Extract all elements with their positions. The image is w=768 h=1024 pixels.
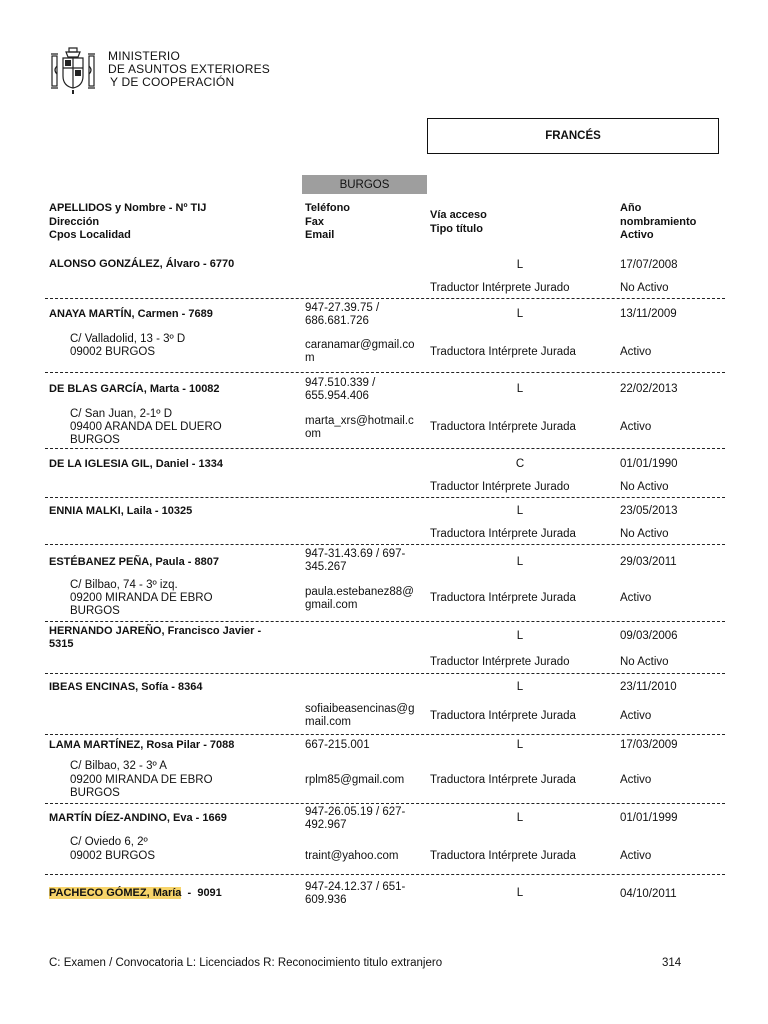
email: om: [305, 428, 321, 440]
appointment-date: 04/10/2011: [620, 888, 677, 900]
phone: 667-215.001: [305, 739, 370, 751]
ministry-line: DE ASUNTOS EXTERIORES: [108, 62, 271, 76]
address: C/ Bilbao, 74 - 3º izq.: [70, 579, 178, 591]
footer-legend: C: Examen / Convocatoria L: Licenciados R: Reconocimiento titulo extranjero: [49, 957, 443, 969]
address: C/ San Juan, 2-1º D: [70, 408, 173, 420]
access-code: L: [516, 505, 524, 517]
access-code: L: [516, 681, 524, 693]
coat-of-arms-icon: [49, 46, 97, 96]
access-code: L: [516, 259, 524, 271]
row-separator: [45, 734, 725, 735]
row-separator: [45, 803, 725, 804]
access-code: L: [516, 630, 524, 642]
phone: 947-26.05.19 / 627-: [305, 806, 406, 818]
translator-number: 5315: [49, 638, 74, 650]
phone: 345.267: [305, 561, 347, 573]
title-type: Traductor Intérprete Jurado: [430, 656, 570, 668]
header-line: nombramiento: [620, 215, 697, 228]
appointment-date: 22/02/2013: [620, 383, 678, 395]
phone: 947.510.339 /: [305, 377, 376, 389]
status: Activo: [620, 774, 652, 786]
translator-name: ANAYA MARTÍN, Carmen - 7689: [49, 308, 213, 320]
address: BURGOS: [70, 787, 120, 799]
row-separator: [45, 497, 725, 498]
ministry-line: Y DE COOPERACIÓN: [110, 75, 235, 89]
header-line: Año: [620, 202, 642, 214]
translator-number: - 9091: [181, 887, 222, 899]
row-separator: [45, 448, 725, 449]
ministry-name: [108, 50, 270, 89]
email: rplm85@gmail.com: [305, 774, 405, 786]
row-separator: [45, 874, 725, 875]
row-separator: [45, 298, 725, 299]
status: Activo: [620, 592, 652, 604]
translator-name: DE BLAS GARCÍA, Marta - 10082: [49, 383, 220, 395]
column-header-contact: [305, 202, 350, 243]
ministry-line: MINISTERIO: [108, 49, 181, 63]
status: Activo: [620, 710, 652, 722]
status: No Activo: [620, 528, 669, 540]
header-line: Tipo título: [430, 222, 483, 235]
header-line: APELLIDOS y Nombre - Nº TIJ: [49, 202, 207, 214]
appointment-date: 17/07/2008: [620, 259, 678, 271]
page-number: 314: [662, 957, 682, 969]
translator-name: HERNANDO JAREÑO, Francisco Javier -: [49, 625, 262, 637]
title-type: Traductora Intérprete Jurada: [430, 774, 576, 786]
access-code: L: [516, 383, 524, 395]
header-line: Teléfono: [305, 202, 351, 214]
address: C/ Valladolid, 13 - 3º D: [70, 333, 186, 345]
phone: 947-31.43.69 / 697-: [305, 548, 406, 560]
email: gmail.com: [305, 599, 358, 611]
email: sofiaibeasencinas@g: [305, 703, 415, 715]
status: Activo: [620, 421, 652, 433]
translator-name: ALONSO GONZÁLEZ, Álvaro - 6770: [49, 258, 235, 270]
phone: 947-27.39.75 /: [305, 302, 380, 314]
column-header-access: [430, 209, 487, 236]
title-type: Traductora Intérprete Jurada: [430, 528, 576, 540]
title-type: Traductora Intérprete Jurada: [430, 592, 576, 604]
translator-name: IBEAS ENCINAS, Sofía - 8364: [49, 681, 203, 693]
status: No Activo: [620, 282, 669, 294]
status: Activo: [620, 850, 652, 862]
column-header-name: [49, 202, 206, 243]
access-code: L: [516, 308, 524, 320]
access-code: L: [516, 739, 524, 751]
translator-name: ESTÉBANEZ PEÑA, Paula - 8807: [49, 556, 219, 568]
address: 09200 MIRANDA DE EBRO: [70, 592, 213, 604]
email: caranamar@gmail.co: [305, 339, 415, 351]
appointment-date: 17/03/2009: [620, 739, 678, 751]
title-type: Traductora Intérprete Jurada: [430, 421, 576, 433]
appointment-date: 29/03/2011: [620, 556, 677, 568]
phone: 492.967: [305, 819, 347, 831]
appointment-date: 23/11/2010: [620, 681, 677, 693]
address: 09002 BURGOS: [70, 346, 156, 358]
phone: 686.681.726: [305, 315, 369, 327]
row-separator: [45, 544, 725, 545]
language-title: FRANCÉS: [427, 118, 719, 154]
access-code: L: [516, 556, 524, 568]
column-header-year: [620, 202, 696, 243]
row-separator: [45, 372, 725, 373]
translator-name: DE LA IGLESIA GIL, Daniel - 1334: [49, 458, 224, 470]
email: paula.estebanez88@: [305, 586, 414, 598]
translator-name: [49, 887, 222, 899]
status: No Activo: [620, 481, 669, 493]
title-type: Traductora Intérprete Jurada: [430, 850, 576, 862]
address: 09400 ARANDA DEL DUERO: [70, 421, 222, 433]
appointment-date: 09/03/2006: [620, 630, 678, 642]
address: C/ Oviedo 6, 2º: [70, 836, 148, 848]
appointment-date: 23/05/2013: [620, 505, 678, 517]
phone: 947-24.12.37 / 651-: [305, 881, 406, 893]
phone: 655.954.406: [305, 390, 369, 402]
header-line: Vía acceso: [430, 209, 487, 221]
status: Activo: [620, 346, 652, 358]
row-separator: [45, 621, 725, 622]
address: 09002 BURGOS: [70, 850, 156, 862]
translator-name: MARTÍN DÍEZ-ANDINO, Eva - 1669: [49, 812, 227, 824]
address: C/ Bilbao, 32 - 3º A: [70, 760, 167, 772]
address: 09200 MIRANDA DE EBRO: [70, 774, 213, 786]
appointment-date: 01/01/1990: [620, 458, 678, 470]
status: No Activo: [620, 656, 669, 668]
city-label: BURGOS: [302, 175, 427, 194]
appointment-date: 13/11/2009: [620, 308, 677, 320]
access-code: L: [516, 887, 524, 899]
title-type: Traductora Intérprete Jurada: [430, 346, 576, 358]
header-line: Email: [305, 229, 335, 241]
title-type: Traductora Intérprete Jurada: [430, 710, 576, 722]
row-separator: [45, 673, 725, 674]
header-line: Dirección: [49, 215, 100, 228]
title-type: Traductor Intérprete Jurado: [430, 481, 570, 493]
appointment-date: 01/01/1999: [620, 812, 678, 824]
translator-name: ENNIA MALKI, Laila - 10325: [49, 505, 193, 517]
header-line: Cpos Localidad: [49, 229, 131, 241]
translator-name: LAMA MARTÍNEZ, Rosa Pilar - 7088: [49, 739, 235, 751]
access-code: C: [515, 458, 525, 470]
title-type: Traductor Intérprete Jurado: [430, 282, 570, 294]
address: BURGOS: [70, 605, 120, 617]
email: m: [305, 352, 315, 364]
phone: 609.936: [305, 894, 347, 906]
email: mail.com: [305, 716, 352, 728]
email: traint@yahoo.com: [305, 850, 399, 862]
highlighted-name: PACHECO GÓMEZ, María: [49, 887, 182, 899]
email: marta_xrs@hotmail.c: [305, 415, 414, 427]
access-code: L: [516, 812, 524, 824]
header-line: Fax: [305, 215, 324, 228]
address: BURGOS: [70, 434, 120, 446]
header-line: Activo: [620, 229, 654, 241]
